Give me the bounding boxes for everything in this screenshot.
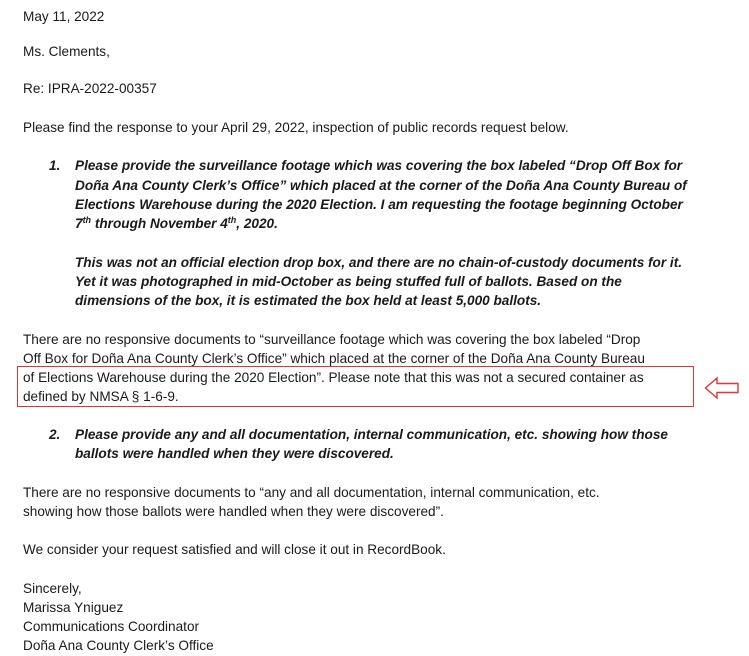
request-1-line: Please provide the surveillance footage which was covering the box labeled “Drop Off Box for [75,158,683,173]
request-1-number: 1. [49,158,61,173]
response-2-line: showing how those ballots were handled when they were discovered”. [23,504,444,519]
letter-date: May 11, 2022 [23,9,105,24]
highlight-box [17,366,694,407]
request-2-line: Please provide any and all documentation, internal communication, etc. showing how those [75,427,668,442]
salutation: Ms. Clements, [23,44,110,59]
signoff: Sincerely, [23,581,82,596]
request-1-note-line: dimensions of the box, it is estimated the box held at least 5,000 ballots. [75,293,542,308]
request-1-line [75,215,278,233]
ordinal-suffix: th [227,215,237,225]
request-1-note-line: This was not an official election drop box, and there are no chain-of-custody documents for it. [75,255,683,270]
ordinal-suffix: th [82,215,92,225]
signer-title: Communications Coordinator [23,619,200,634]
date-part: , 2020. [236,216,278,231]
response-2-line: There are no responsive documents to “any and all documentation, internal communication, etc. [23,485,600,500]
date-part: through November 4 [91,216,228,231]
signer-office: Doña Ana County Clerk’s Office [23,638,214,653]
reference-line: Re: IPRA-2022-00357 [23,81,157,96]
response-1-line: defined by NMSA § 1-6-9. [23,389,179,404]
request-1-line: Doña Ana County Clerk’s Office” which placed at the corner of the Doña Ana County Bureau of [75,178,687,193]
signer-name: Marissa Yniguez [23,600,124,615]
response-1-line: There are no responsive documents to “surveillance footage which was covering the box labeled “Drop [23,332,641,347]
intro-paragraph: Please find the response to your April 29, 2022, inspection of public records request below. [23,120,569,135]
request-1-note-line: Yet it was photographed in mid-October as being stuffed full of ballots. Based on the [75,274,622,289]
closing-statement: We consider your request satisfied and will close it out in RecordBook. [23,542,446,557]
left-arrow-icon [704,376,740,400]
request-2-line: ballots were handled when they were discovered. [75,446,394,461]
response-1-line: Off Box for Doña Ana County Clerk’s Office” which placed at the corner of the Doña Ana County Bureau [23,351,645,366]
response-1-line: of Elections Warehouse during the 2020 Election”. Please note that this was not a secured container as [23,370,644,385]
request-1-line: Elections Warehouse during the 2020 Election. I am requesting the footage beginning October [75,197,683,212]
date-part: 7 [75,216,83,231]
request-2-number: 2. [49,427,61,442]
